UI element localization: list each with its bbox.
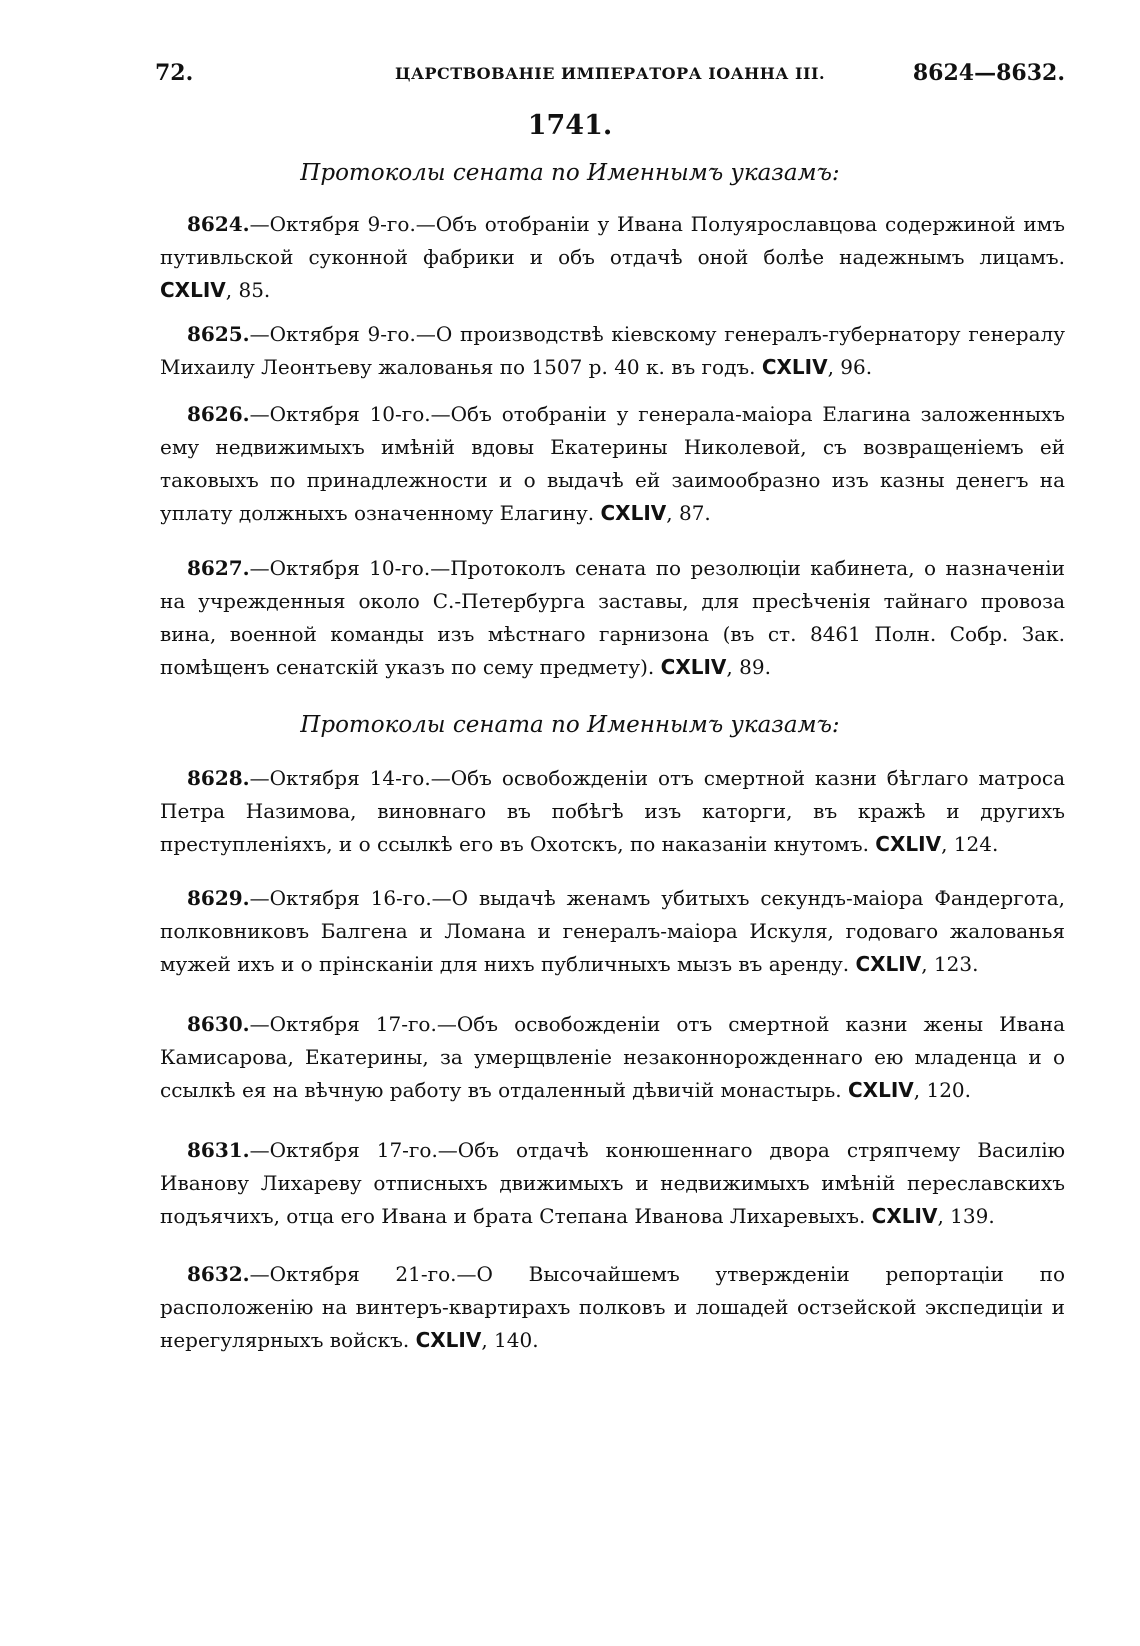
entry-text: —Октября 17-го.—Объ отдачѣ конюшеннаго двора стряпчему Василію Иванову Лихареву отписныхъ движимыхъ и недвижимыхъ имѣній переславскихъ подъячихъ, отца его Ивана и брата Степана Иванова Лихаревыхъ. <box>160 1138 1065 1228</box>
entry-text: —Октября 17-го.—Объ освобожденіи отъ смертной казни жены Ивана Камисарова, Екатерины, за умерщвленіе незаконнорожденнаго ею младенца и о ссылкѣ ея на вѣчную работу въ отдаленный дѣвичій монастырь. <box>160 1012 1065 1102</box>
volume-reference: CXLIV <box>160 278 226 302</box>
volume-reference: CXLIV <box>660 655 727 679</box>
page-reference: , 89. <box>726 655 771 679</box>
volume-reference: CXLIV <box>600 501 667 525</box>
year-heading: 1741. <box>527 110 613 141</box>
volume-reference: CXLIV <box>855 952 922 976</box>
page-reference: , 85. <box>225 278 271 302</box>
entry-8627 <box>160 552 1065 684</box>
entry-number: 8630. <box>187 1012 250 1036</box>
volume-reference: CXLIV <box>761 355 828 379</box>
page-reference: , 120. <box>913 1078 971 1102</box>
volume-reference: CXLIV <box>871 1204 938 1228</box>
entry-text: —Октября 10-го.—Объ отобраніи у генерала-маіора Елагина заложенныхъ ему недвижимыхъ имѣній вдовы Екатерины Николевой, съ возвращеніемъ ей таковыхъ по принадлежности и о выдачѣ ей заимообразно изъ казны денегъ на уплату должныхъ означенному Елагину. <box>160 402 1065 525</box>
page-reference: , 87. <box>666 501 711 525</box>
page-reference: , 124. <box>941 832 999 856</box>
entry-number: 8632. <box>187 1262 250 1286</box>
entry-number: 8625. <box>187 322 250 346</box>
entry-8624 <box>160 208 1065 307</box>
entry-text: —Октября 21-го.—О Высочайшемъ утвержденіи репортаціи по расположенію на винтеръ-квартирахъ полковъ и лошадей остзейской экспедиціи и нерегулярныхъ войскъ. <box>160 1262 1065 1352</box>
entry-text: —Октября 10-го.—Протоколъ сената по резолюціи кабинета, о назначеніи на учрежденныя около С.-Петербурга заставы, для пресѣченія тайнаго провоза вина, военной команды изъ мѣстнаго гарнизона (въ ст. 8461 Полн. Собр. Зак. помѣщенъ сенатскій указъ по сему предмету). <box>160 556 1065 679</box>
volume-reference: CXLIV <box>847 1078 914 1102</box>
page-reference: , 140. <box>481 1328 539 1352</box>
entry-8626 <box>160 398 1065 530</box>
volume-reference: CXLIV <box>415 1328 482 1352</box>
entry-text: —Октября 14-го.—Объ освобожденіи отъ смертной казни бѣглаго матроса Петра Назимова, виновнаго въ побѣгѣ изъ каторги, въ кражѣ и другихъ преступленіяхъ, и о ссылкѣ его въ Охотскъ, по наказаніи кнутомъ. <box>160 766 1065 856</box>
running-title: ЦАРСТВОВАНІЕ ИМПЕРАТОРА ІОАННА III. <box>394 64 826 83</box>
page-reference: , 139. <box>937 1204 995 1228</box>
entry-number: 8624. <box>187 212 250 236</box>
entry-8630 <box>160 1008 1065 1107</box>
entry-8628 <box>160 762 1065 861</box>
entry-8629 <box>160 882 1065 981</box>
page-reference: , 96. <box>827 355 873 379</box>
page-header <box>155 58 1065 94</box>
entry-8631 <box>160 1134 1065 1233</box>
entry-text: —Октября 9-го.—О производствѣ кіевскому генералъ-губернатору генералу Михаилу Леонтьеву жалованья по 1507 р. 40 к. въ годъ. <box>160 322 1065 379</box>
page-number: 72. <box>155 60 194 86</box>
entry-8625 <box>160 318 1065 384</box>
entry-text: —Октября 16-го.—О выдачѣ женамъ убитыхъ секундъ-маіора Фандергота, полковниковъ Балгена и Ломана и генералъ-маіора Искуля, годоваго жалованья мужей ихъ и о прінсканіи для нихъ публичныхъ мызъ въ аренду. <box>160 886 1065 976</box>
entry-number: 8627. <box>187 556 250 580</box>
entry-number: 8628. <box>187 766 250 790</box>
section-heading: Протоколы сената по Именнымъ указамъ: <box>300 712 840 738</box>
entry-number: 8629. <box>187 886 250 910</box>
entry-8632 <box>160 1258 1065 1357</box>
page-reference: , 123. <box>921 952 979 976</box>
entry-text: —Октября 9-го.—Объ отобраніи у Ивана Полуярославцова содержиной имъ путивльской суконной фабрики и объ отдачѣ оной болѣе надежнымъ лицамъ. <box>160 212 1065 269</box>
section-heading: Протоколы сената по Именнымъ указамъ: <box>300 160 840 186</box>
entry-number: 8626. <box>187 402 250 426</box>
entry-range: 8624—8632. <box>912 60 1065 86</box>
entry-number: 8631. <box>187 1138 250 1162</box>
volume-reference: CXLIV <box>875 832 942 856</box>
